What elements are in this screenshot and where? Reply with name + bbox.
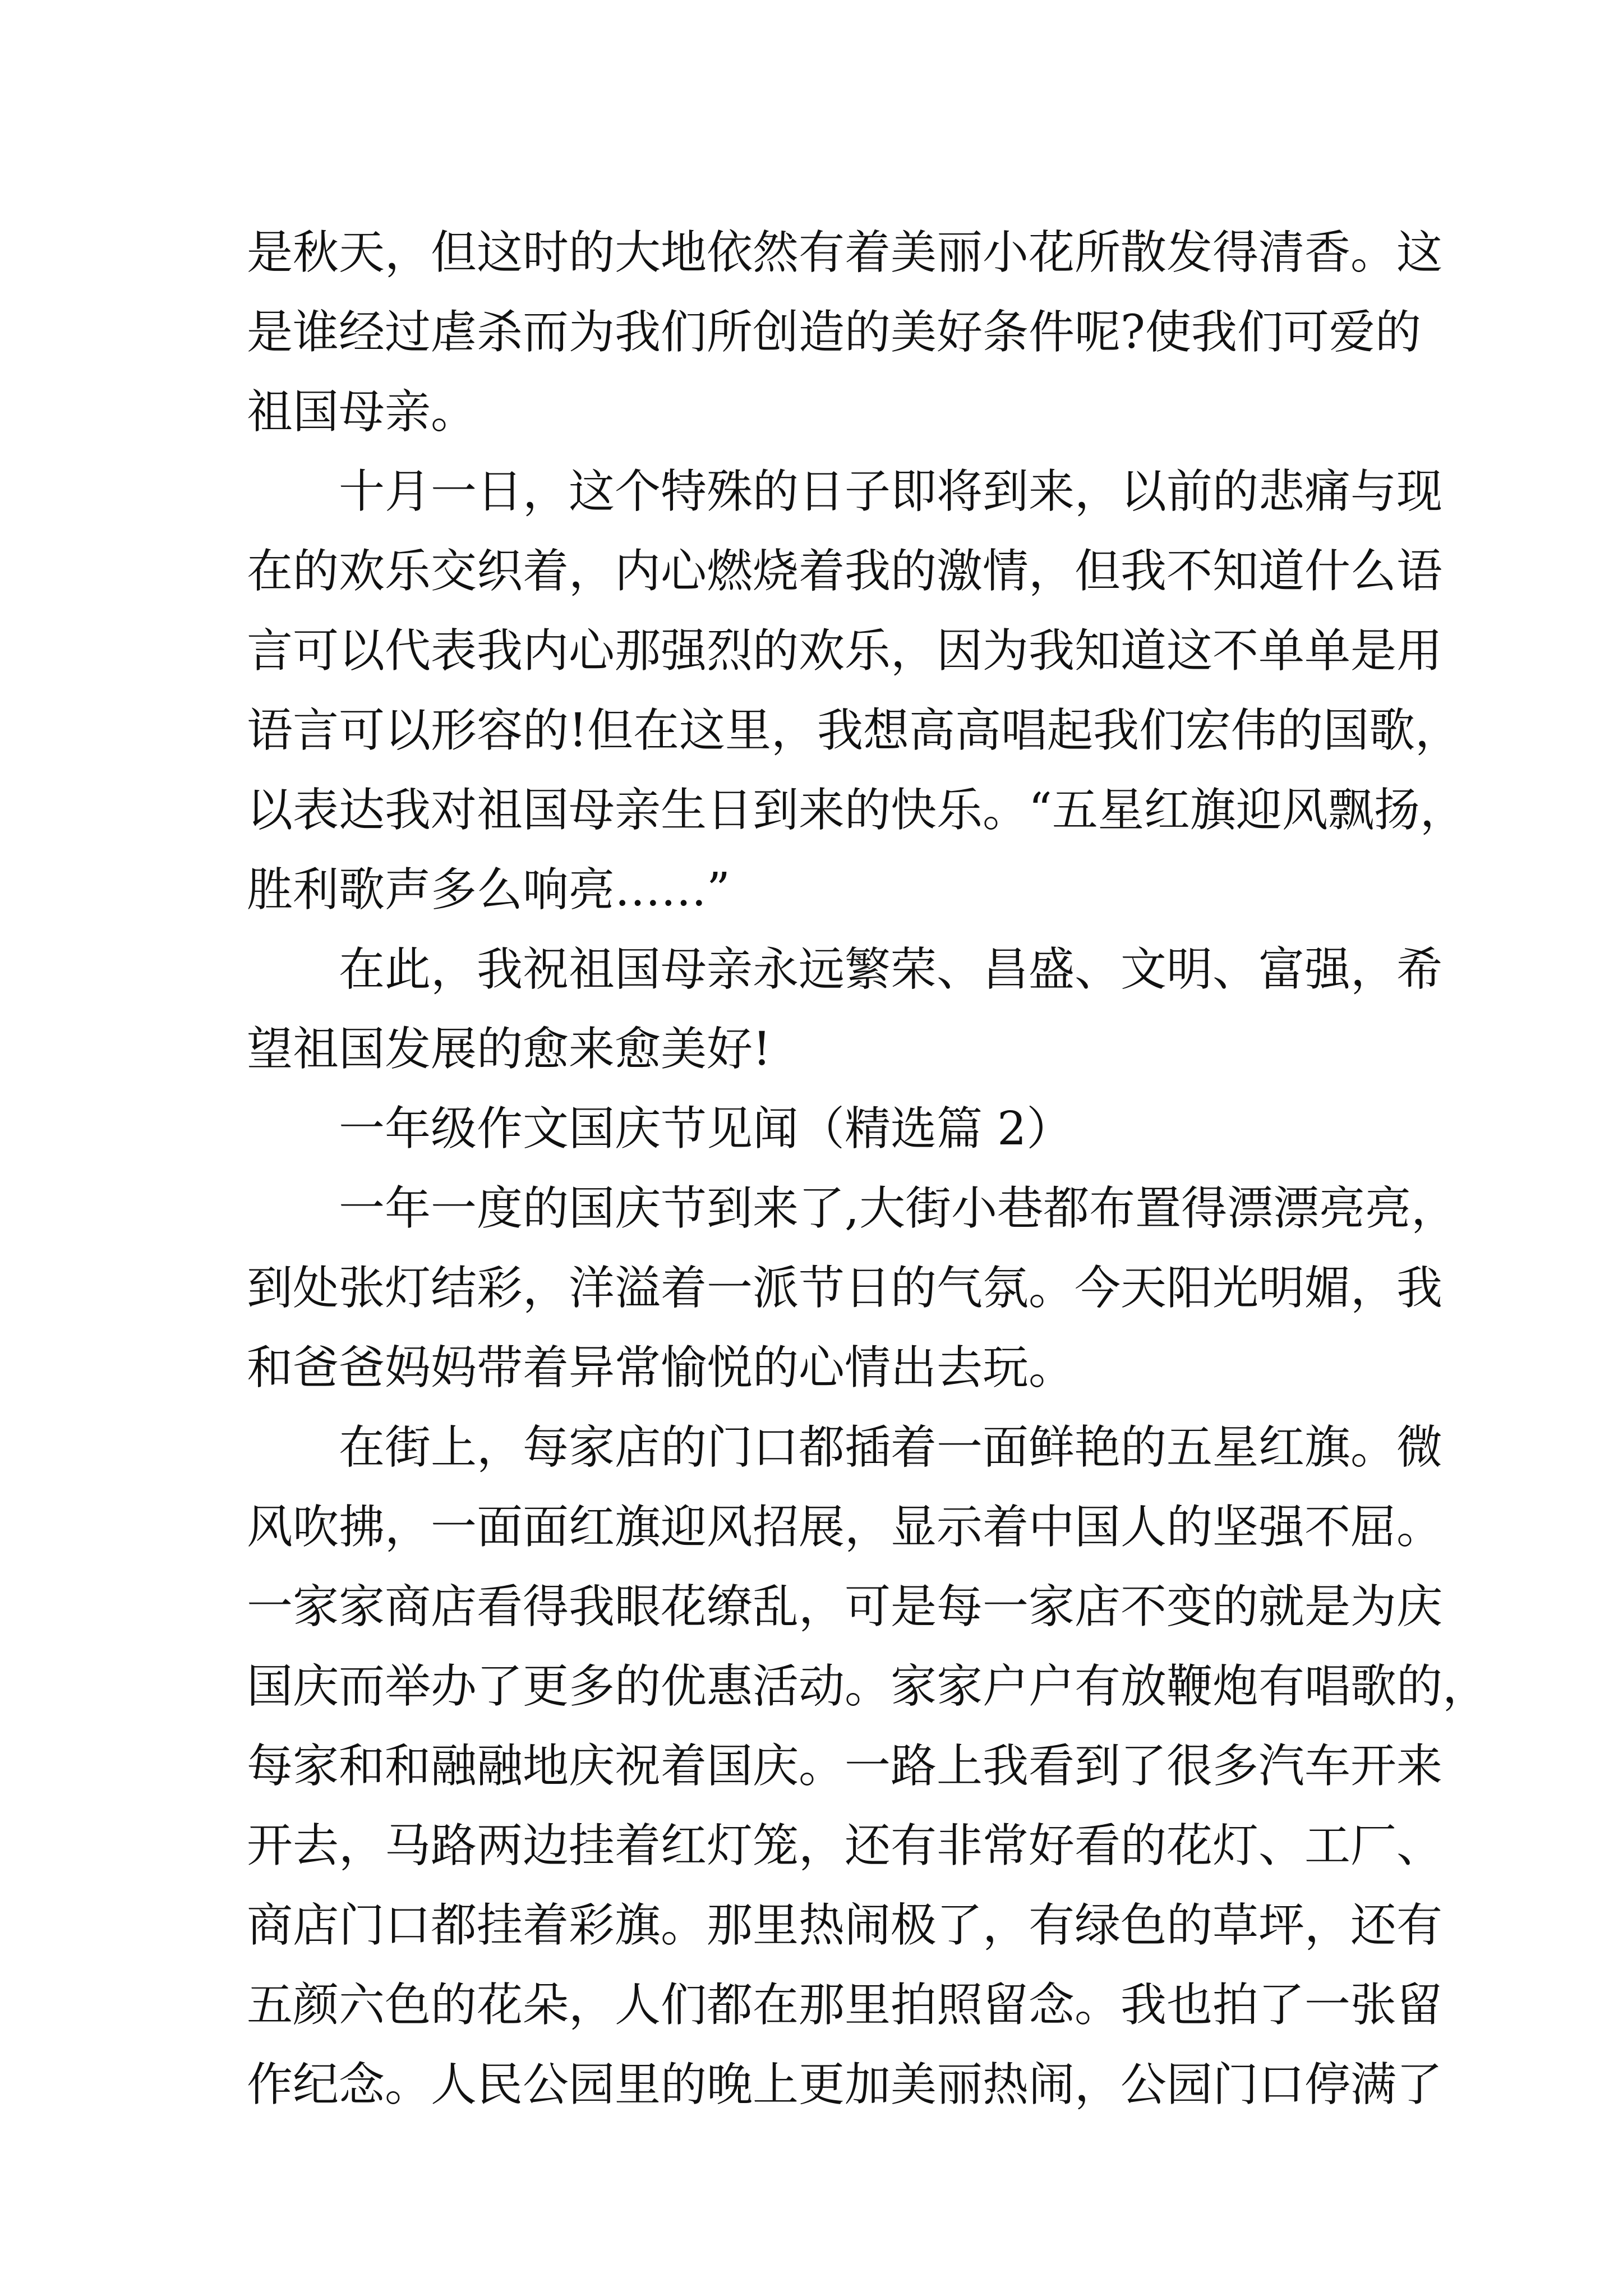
text-line: 望祖国发展的愈来愈美好!: [247, 1023, 771, 1076]
text-line: 胜利歌声多么响亮……”: [247, 863, 730, 917]
text-line: 言可以代表我内心那强烈的欢乐，因为我知道这不单单是用: [247, 624, 1443, 678]
text-line: 是秋天，但这时的大地依然有着美丽小花所散发得清香。这: [247, 226, 1443, 279]
document-body: [247, 213, 1489, 2125]
text-line: 一家家商店看得我眼花缭乱，可是每一家店不变的就是为庆: [247, 1580, 1443, 1634]
section-heading: 一年级作文国庆节见闻（精选篇 2）: [339, 1102, 1073, 1156]
text-line: 祖国母亲。: [247, 385, 477, 439]
text-line: 国庆而举办了更多的优惠活动。家家户户有放鞭炮有唱歌的，: [247, 1660, 1489, 1713]
text-line: 在街上，每家店的门口都插着一面鲜艳的五星红旗。微: [339, 1421, 1443, 1474]
text-line: 语言可以形容的!但在这里，我想高高唱起我们宏伟的国歌，: [247, 704, 1461, 757]
text-line: 商店门口都挂着彩旗。那里热闹极了，有绿色的草坪，还有: [247, 1899, 1443, 1952]
text-line: 十月一日，这个特殊的日子即将到来，以前的悲痛与现: [339, 465, 1443, 518]
text-line: 在此，我祝祖国母亲永远繁荣、昌盛、文明、富强，希: [339, 943, 1443, 996]
text-line: 和爸爸妈妈带着异常愉悦的心情出去玩。: [247, 1341, 1075, 1395]
text-line: 一年一度的国庆节到来了,大街小巷都布置得漂漂亮亮，: [339, 1182, 1458, 1235]
text-line: 以表达我对祖国母亲生日到来的快乐。“五星红旗迎风飘扬，: [247, 784, 1466, 837]
text-line: 风吹拂，一面面红旗迎风招展，显示着中国人的坚强不屈。: [247, 1501, 1443, 1554]
text-line: 五颜六色的花朵，人们都在那里拍照留念。我也拍了一张留: [247, 1978, 1443, 2032]
text-line: 是谁经过虐杀而为我们所创造的美好条件呢?使我们可爱的: [247, 306, 1421, 359]
text-line: 在的欢乐交织着，内心燃烧着我的激情，但我不知道什么语: [247, 545, 1443, 598]
text-line: 每家和和融融地庆祝着国庆。一路上我看到了很多汽车开来: [247, 1740, 1443, 1793]
text-line: 到处张灯结彩，洋溢着一派节日的气氛。今天阳光明媚，我: [247, 1262, 1443, 1315]
text-line: 开去，马路两边挂着红灯笼，还有非常好看的花灯、工厂、: [247, 1819, 1443, 1872]
text-line: 作纪念。人民公园里的晚上更加美丽热闹，公园门口停满了: [247, 2058, 1443, 2111]
